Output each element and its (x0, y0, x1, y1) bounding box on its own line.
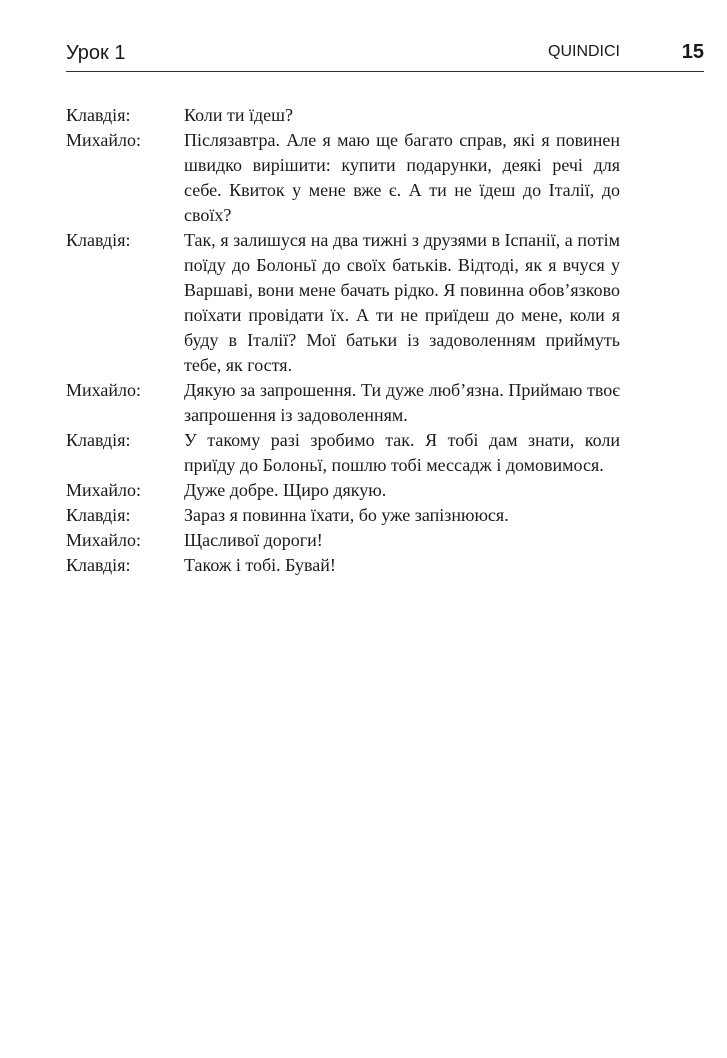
speaker-name: Михайло: (66, 530, 142, 550)
dialogue-line (66, 128, 626, 228)
speaker-name: Клавдія: (66, 230, 131, 250)
lesson-label: Урок 1 (66, 42, 126, 64)
speaker-name: Клавдія: (66, 105, 131, 125)
header-rule (66, 71, 704, 72)
dialogue-line (66, 428, 626, 478)
dialogue (66, 103, 626, 578)
page-header (66, 40, 704, 70)
speaker-name: Михайло: (66, 480, 142, 500)
speech-text: Дякую за запрошення. Ти дуже люб’язна. Приймаю твоє запрошення із задоволенням. (184, 380, 620, 425)
speaker-name: Клавдія: (66, 555, 131, 575)
dialogue-line (66, 103, 626, 128)
speaker-name: Клавдія: (66, 430, 131, 450)
speech-text: Післязавтра. Але я маю ще багато справ, які я повинен швидко вирішити: купити подарунки, деякі речі для себе. Квиток у мене вже є. А ти не їдеш до Італії, до своїх? (184, 130, 620, 225)
speech-text: Так, я залишуся на два тижні з друзями в Іспанії, а потім поїду до Болоньї до своїх батьків. Відтоді, як я вчуся у Варшаві, вони мене бачать рідко. Я повинна обов’язково поїхати провідати їх. А ти не приїдеш до мене, коли я буду в Італії? Мої батьки із задоволенням приймуть тебе, як гостя. (184, 230, 620, 375)
section-label: QUINDICI (548, 43, 620, 60)
speech-text: Щасливої дороги! (184, 530, 323, 550)
dialogue-line (66, 378, 626, 428)
dialogue-line (66, 503, 626, 528)
dialogue-line (66, 553, 626, 578)
dialogue-line (66, 528, 626, 553)
speaker-name: Михайло: (66, 380, 142, 400)
speech-text: Коли ти їдеш? (184, 105, 293, 125)
speech-text: Дуже добре. Щиро дякую. (184, 480, 387, 500)
speaker-name: Михайло: (66, 130, 142, 150)
speaker-name: Клавдія: (66, 505, 131, 525)
dialogue-line (66, 228, 626, 378)
speech-text: Зараз я повинна їхати, бо уже запізнююся. (184, 505, 509, 525)
dialogue-line (66, 478, 626, 503)
speech-text: У такому разі зробимо так. Я тобі дам знати, коли приїду до Болоньї, пошлю тобі мессадж і домовимося. (184, 430, 620, 475)
page-number: 15 (681, 41, 704, 63)
speech-text: Також і тобі. Бувай! (184, 555, 336, 575)
